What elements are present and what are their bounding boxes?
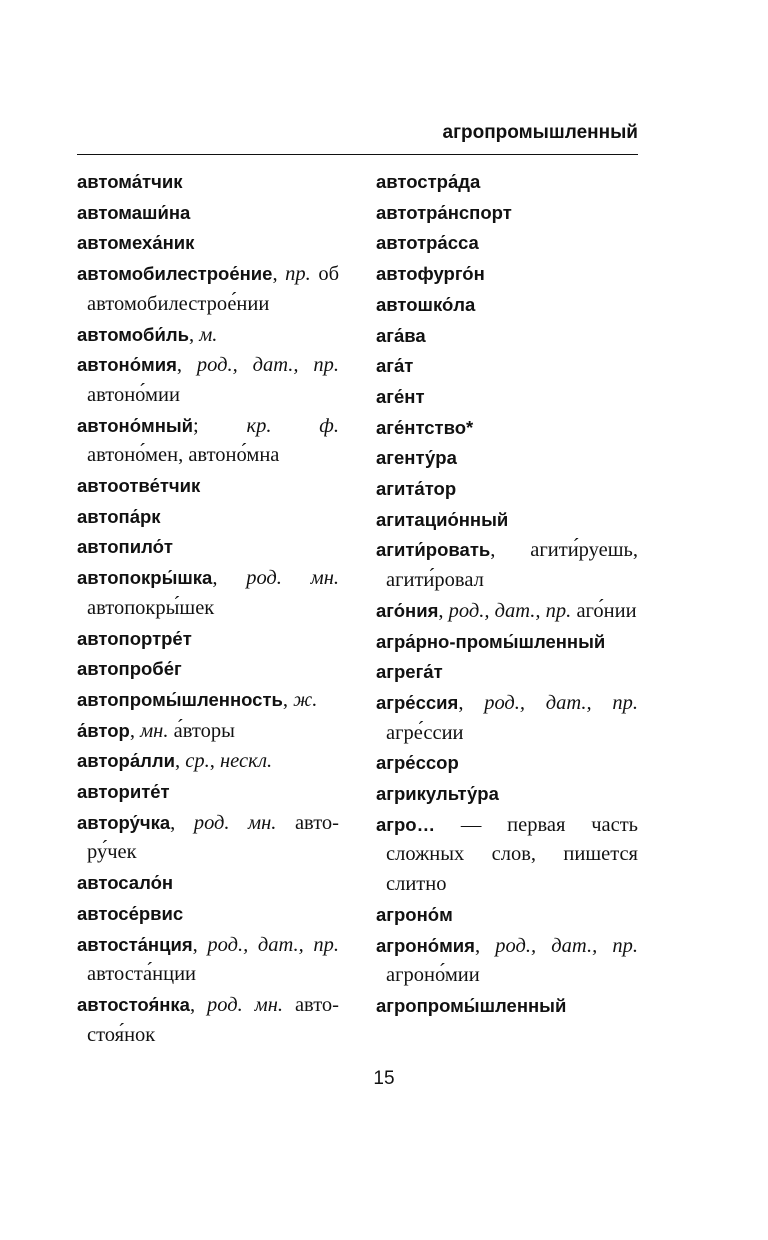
entry-grammar-note: м. <box>199 323 218 346</box>
entry-headword: автоста́нция <box>77 933 193 955</box>
entry-form: автоно́мии <box>87 383 180 406</box>
entry-grammar-note: пр. <box>285 263 311 286</box>
entry-separator: , <box>212 567 247 590</box>
dictionary-entry <box>376 931 638 991</box>
dictionary-entry <box>376 596 638 627</box>
entry-headword: автостоя́нка <box>77 993 190 1015</box>
entry-headword: агроно́м <box>376 903 453 925</box>
entry-headword: автопа́рк <box>77 505 161 527</box>
dictionary-entry <box>77 654 339 685</box>
entry-grammar-note: род. мн. <box>207 993 284 1016</box>
dictionary-entry <box>77 411 339 471</box>
entry-form: агити́руешь, агити́ровал <box>386 539 638 592</box>
entry-headword: агре́ссия <box>376 691 459 713</box>
entry-separator: , <box>176 354 197 377</box>
entry-form: об автомобилестрое́нии <box>87 263 339 315</box>
dictionary-entry <box>376 474 638 505</box>
entry-separator: , <box>490 539 531 562</box>
dictionary-entry <box>376 443 638 474</box>
entry-headword: а́втор <box>77 719 130 741</box>
entry-headword: ага́т <box>376 355 414 377</box>
dictionary-entry <box>77 990 339 1050</box>
dictionary-entry <box>77 716 339 747</box>
entry-headword: агенту́ра <box>376 447 457 469</box>
entry-headword: автосало́н <box>77 872 174 894</box>
dictionary-entry <box>376 779 638 810</box>
dictionary-entry <box>376 657 638 688</box>
dictionary-entry <box>77 930 339 990</box>
entry-headword: агроно́мия <box>376 934 475 956</box>
entry-grammar-note: род., дат., пр. <box>495 934 639 957</box>
dictionary-entry <box>77 624 339 655</box>
entry-separator: , <box>175 750 186 773</box>
entry-separator: ; <box>193 414 247 437</box>
entry-grammar-note: ср. <box>185 750 210 773</box>
entry-headword: аге́нт <box>376 385 425 407</box>
entry-headword: автоно́мия <box>77 354 177 376</box>
entry-headword: автопокры́шка <box>77 567 213 589</box>
entry-headword: автопортре́т <box>77 627 192 649</box>
entry-headword: автоотве́тчик <box>77 475 201 497</box>
entry-headword: агропромы́шленный <box>376 994 567 1016</box>
dictionary-entry <box>376 688 638 748</box>
entry-separator: , <box>272 263 286 286</box>
entry-headword: авторите́т <box>77 781 170 803</box>
page-number: 15 <box>373 1068 395 1089</box>
dictionary-entry <box>376 382 638 413</box>
dictionary-entry <box>77 777 339 808</box>
entry-headword: автомеха́ник <box>77 232 195 254</box>
entry-headword: автосе́рвис <box>77 902 184 924</box>
dictionary-entry <box>376 535 638 595</box>
entry-headword: автомаши́на <box>77 201 191 223</box>
entry-grammar-note: род., дат., пр. <box>448 599 572 622</box>
entry-form: агроно́мии <box>386 964 480 987</box>
entry-separator: , <box>192 933 208 956</box>
dictionary-column-right <box>376 167 638 1022</box>
dictionary-entry <box>77 899 339 930</box>
entry-separator: , <box>474 934 496 957</box>
entry-form: автору́чек <box>87 811 339 864</box>
entry-separator: , <box>129 719 141 742</box>
dictionary-entry <box>376 748 638 779</box>
entry-headword: аге́нтство* <box>376 416 474 438</box>
dictionary-entry <box>376 259 638 290</box>
entry-grammar-note: род. мн. <box>246 567 340 590</box>
entry-form: агре́ссии <box>386 721 464 744</box>
dictionary-entry <box>77 320 339 351</box>
dictionary-entry <box>77 868 339 899</box>
entry-grammar-note: нескл. <box>220 750 273 773</box>
entry-headword: агра́рно-промы́шленный <box>376 630 606 652</box>
entry-headword: агита́тор <box>376 478 457 500</box>
entry-separator: , <box>282 688 294 711</box>
dictionary-entry <box>77 167 339 198</box>
entry-grammar-note: род. мн. <box>193 811 277 834</box>
entry-headword: агре́ссор <box>376 752 459 774</box>
entry-headword: автомоби́ль <box>77 323 189 345</box>
entry-separator: , <box>188 323 200 346</box>
dictionary-entry <box>376 198 638 229</box>
entry-grammar-note: мн. <box>140 719 169 742</box>
entry-form: аго́нии <box>571 599 637 622</box>
entry-headword: автостра́да <box>376 171 481 192</box>
entry-separator: , <box>209 750 220 773</box>
entry-headword: автотра́нспорт <box>376 201 512 223</box>
entry-grammar-note: ж. <box>293 688 318 711</box>
entry-headword: автору́чка <box>77 811 171 833</box>
entry-headword: автома́тчик <box>77 171 183 192</box>
dictionary-entry <box>376 991 638 1022</box>
entry-headword: агитацио́нный <box>376 508 509 530</box>
entry-headword: агити́ровать <box>376 539 491 561</box>
entry-headword: агро… <box>376 813 436 835</box>
running-head: агропромышленный <box>442 122 638 143</box>
entry-form: автопокры́шек <box>87 596 215 619</box>
entry-separator: , <box>170 811 194 834</box>
entry-headword: агрикульту́ра <box>376 783 499 805</box>
dictionary-entry <box>77 685 339 716</box>
entry-separator: , <box>438 599 449 622</box>
entry-headword: агрега́т <box>376 661 443 683</box>
entry-headword: автоно́мный <box>77 414 194 436</box>
entry-separator: , <box>458 691 485 714</box>
dictionary-column-left <box>77 167 339 1050</box>
dictionary-entry <box>77 198 339 229</box>
dictionary-entry <box>77 228 339 259</box>
dictionary-entry <box>77 563 339 623</box>
dictionary-entry <box>77 746 339 777</box>
entry-separator: , <box>189 993 208 1016</box>
entry-grammar-note: род., дат., пр. <box>196 354 340 377</box>
header-rule <box>77 154 638 155</box>
entry-headword: автотра́сса <box>376 232 479 254</box>
entry-form: автоста́нции <box>87 963 197 986</box>
entry-headword: автопробе́г <box>77 658 182 680</box>
entry-grammar-note: род., дат., пр. <box>484 691 639 714</box>
entry-headword: аго́ния <box>376 599 439 621</box>
dictionary-entry <box>77 808 339 868</box>
dictionary-entry <box>376 167 638 198</box>
entry-headword: автошко́ла <box>376 293 476 315</box>
dictionary-entry <box>376 290 638 321</box>
dictionary-entry <box>77 259 339 319</box>
entry-form: автостоя́нок <box>87 993 339 1046</box>
dictionary-entry <box>77 350 339 410</box>
dictionary-entry <box>376 810 638 900</box>
entry-separator <box>435 814 461 836</box>
entry-headword: автора́лли <box>77 750 176 772</box>
entry-grammar-note: род., дат., пр. <box>207 933 339 956</box>
dictionary-entry <box>376 627 638 658</box>
entry-form: а́вторы <box>168 719 235 742</box>
dictionary-entry <box>77 502 339 533</box>
dictionary-entry <box>376 505 638 536</box>
dictionary-entry <box>376 413 638 444</box>
entry-headword: ага́ва <box>376 324 426 346</box>
entry-grammar-note: кр. ф. <box>246 414 339 437</box>
entry-headword: автопило́т <box>77 536 173 558</box>
entry-headword: автопромы́шленность <box>77 688 283 710</box>
dictionary-entry <box>376 321 638 352</box>
dictionary-entry <box>376 900 638 931</box>
entry-headword: автомобилестрое́ние <box>77 263 273 285</box>
dictionary-entry <box>376 351 638 382</box>
entry-headword: автофурго́н <box>376 263 485 285</box>
dictionary-entry <box>77 532 339 563</box>
entry-form: — первая часть сложных слов, пишется слитно <box>386 813 639 896</box>
entry-form: автоно́мен, автоно́мна <box>87 444 280 467</box>
dictionary-entry <box>77 471 339 502</box>
dictionary-entry <box>376 228 638 259</box>
